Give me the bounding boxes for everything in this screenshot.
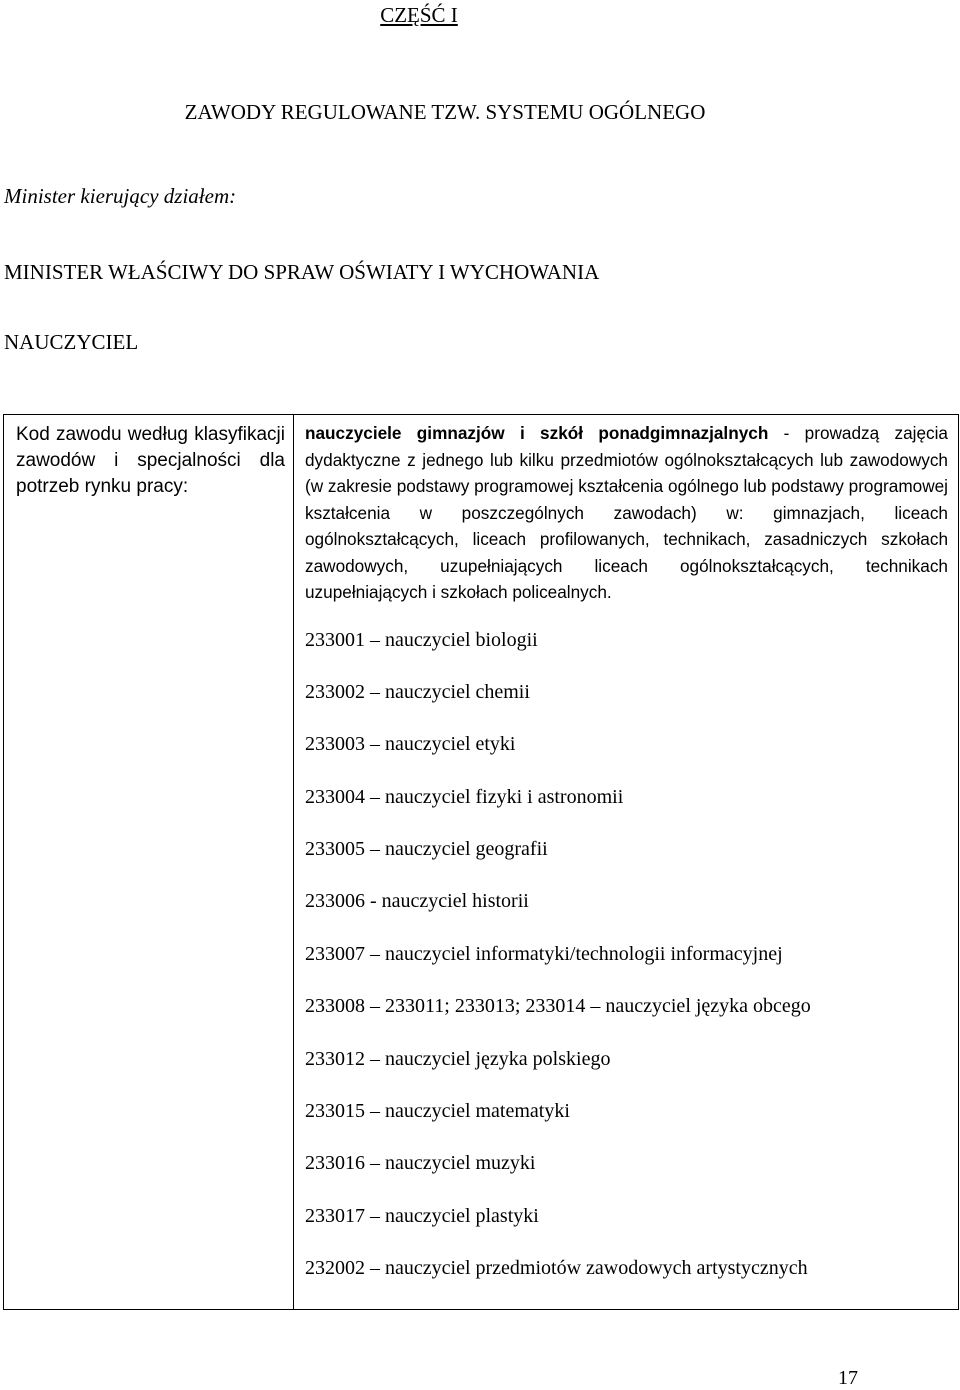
list-item: 233007 – nauczyciel informatyki/technologii informacyjnej: [305, 942, 783, 965]
list-item: 233004 – nauczyciel fizyki i astronomii: [305, 785, 624, 808]
code-content-cell: [294, 415, 959, 1310]
part-title: CZĘŚĆ I: [380, 3, 458, 27]
minister-name: MINISTER WŁAŚCIWY DO SPRAW OŚWIATY I WYCHOWANIA: [4, 260, 600, 284]
table-row: [4, 415, 959, 1310]
list-item: 233005 – nauczyciel geografii: [305, 838, 548, 861]
description-text: - prowadzą zajęcia dydaktyczne z jednego lub kilku przedmiotów ogólnokształcących lub zawodowych (w zakresie podstawy programowej kształcenia ogólnego lub podstawy programowej kształcenia w poszczególnych zawodach) w: gimnazjach, liceach ogólnokształcących, liceach profilowanych, technikach, zasadniczych szkołach zawodowych, uzupełniających liceach ogólnokształcących, technikach uzupełniających i szkołach policealnych.: [305, 423, 948, 602]
list-item: 233008 – 233011; 233013; 233014 – nauczyciel języka obcego: [305, 995, 811, 1018]
code-label: Kod zawodu według klasyfikacji zawodów i specjalności dla potrzeb rynku pracy:: [16, 424, 285, 497]
profession-code-table: [3, 414, 959, 1310]
list-item: 233012 – nauczyciel języka polskiego: [305, 1047, 611, 1070]
part-heading: [0, 3, 838, 28]
list-item: 232002 – nauczyciel przedmiotów zawodowych artystycznych: [305, 1257, 808, 1280]
list-item: 233016 – nauczyciel muzyki: [305, 1152, 536, 1175]
minister-label: Minister kierujący działem:: [4, 184, 237, 208]
document-title: ZAWODY REGULOWANE TZW. SYSTEMU OGÓLNEGO: [184, 100, 706, 124]
profession-description: [305, 420, 948, 606]
list-item: 233002 – nauczyciel chemii: [305, 680, 530, 703]
list-item: 233001 – nauczyciel biologii: [305, 628, 538, 651]
page-number: 17: [838, 1367, 858, 1389]
description-bold: nauczyciele gimnazjów i szkół ponadgimnazjalnych: [305, 423, 769, 443]
code-label-cell: [4, 415, 294, 1310]
list-item: 233015 – nauczyciel matematyki: [305, 1100, 570, 1123]
code-list: [305, 626, 948, 1307]
list-item: 233017 – nauczyciel plastyki: [305, 1204, 539, 1227]
list-item: 233003 – nauczyciel etyki: [305, 733, 516, 756]
profession-title: NAUCZYCIEL: [4, 330, 139, 354]
list-item: 233006 - nauczyciel historii: [305, 890, 529, 913]
